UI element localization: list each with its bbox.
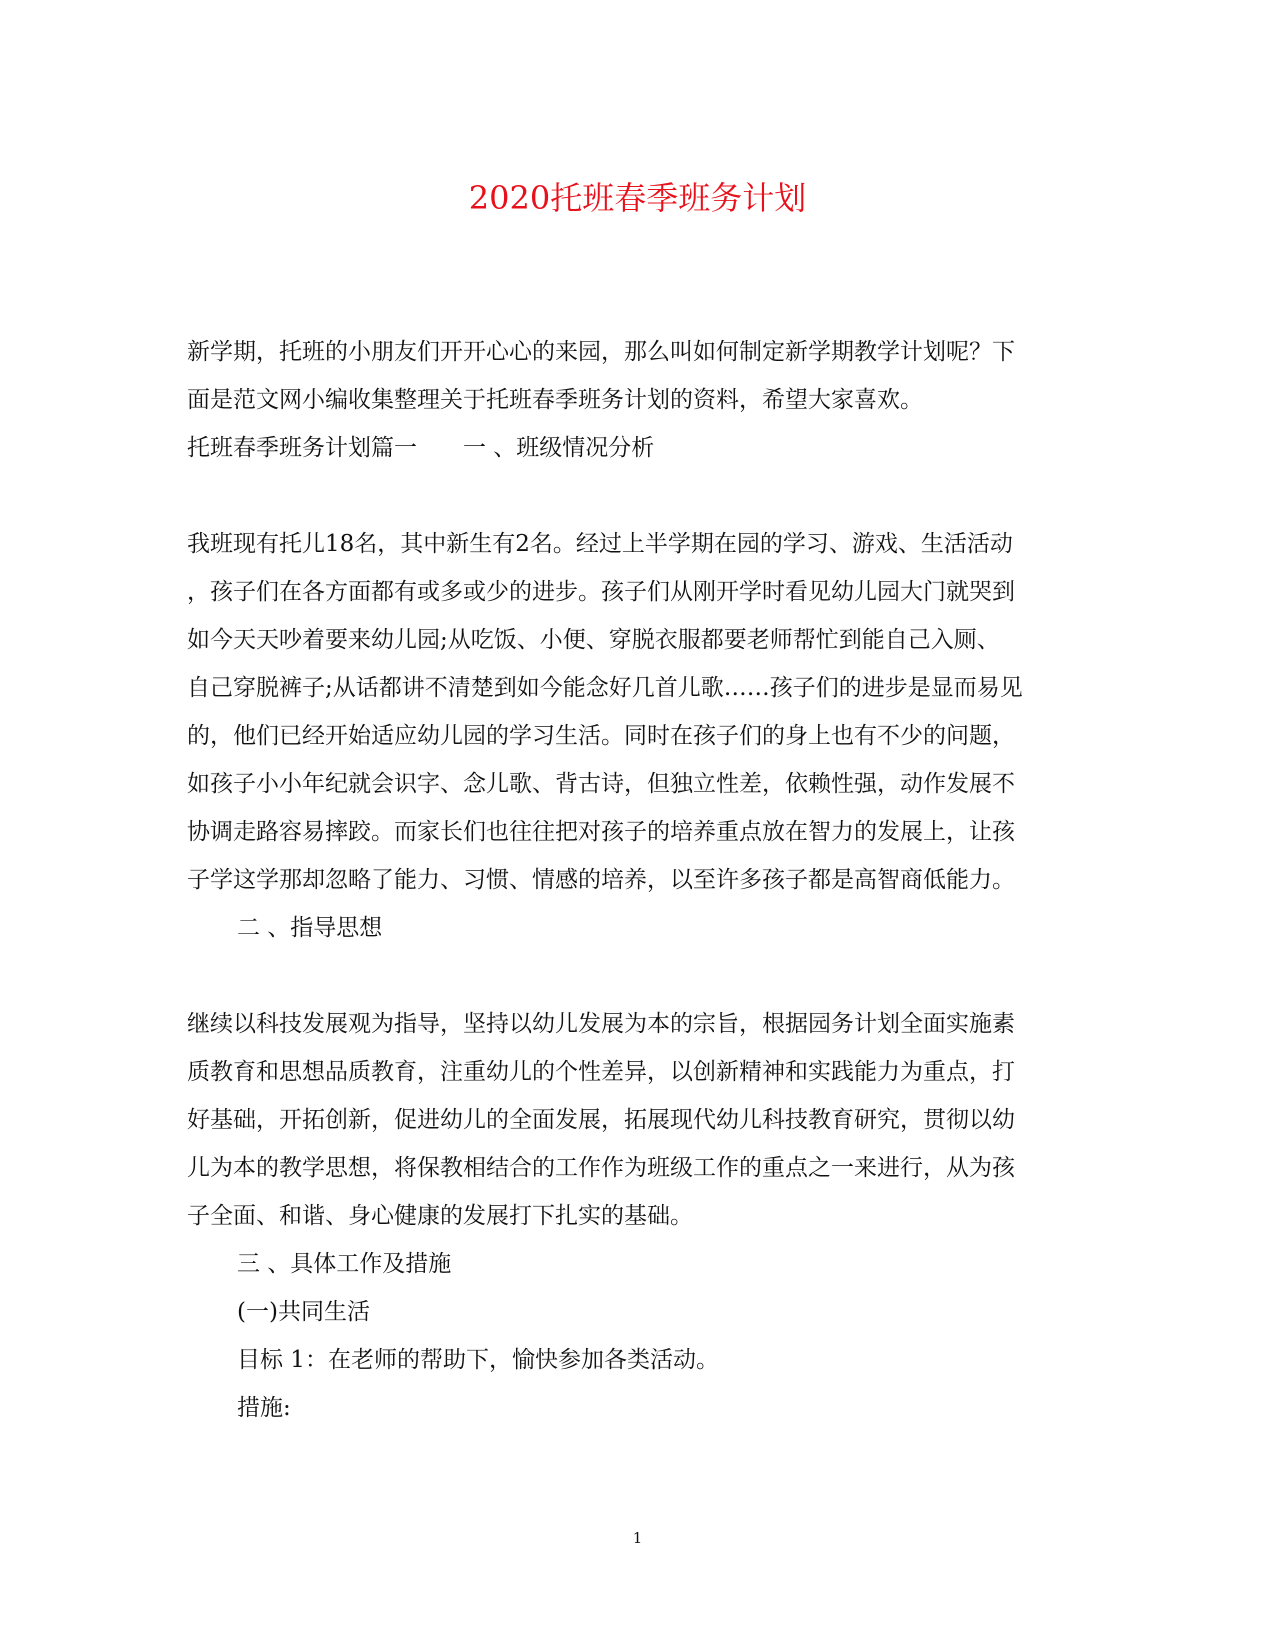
section1-paragraph-line: 协调走路容易摔跤。而家长们也往往把对孩子的培养重点放在智力的发展上，让孩 bbox=[187, 819, 1015, 845]
subsection1-heading: (一)共同生活 bbox=[237, 1299, 370, 1325]
goal-1: 目标 1：在老师的帮助下，愉快参加各类活动。 bbox=[237, 1347, 719, 1373]
section1-heading: 托班春季班务计划篇一 一 、班级情况分析 bbox=[187, 435, 655, 461]
document-title: 2020托班春季班务计划 bbox=[468, 179, 807, 217]
section2-paragraph-line: 子全面、和谐、身心健康的发展打下扎实的基础。 bbox=[187, 1203, 693, 1229]
section2-paragraph-line: 好基础，开拓创新，促进幼儿的全面发展，拓展现代幼儿科技教育研究，贯彻以幼 bbox=[187, 1107, 1015, 1133]
section2-paragraph-line: 继续以科技发展观为指导，坚持以幼儿发展为本的宗旨，根据园务计划全面实施素 bbox=[187, 1011, 1015, 1037]
document-body bbox=[187, 328, 1089, 1432]
section1-paragraph-line: 如孩子小小年纪就会识字、念儿歌、背古诗，但独立性差，依赖性强，动作发展不 bbox=[187, 771, 1015, 797]
section1-paragraph-line: 如今天天吵着要来幼儿园;从吃饭、小便、穿脱衣服都要老师帮忙到能自己入厕、 bbox=[187, 627, 1000, 653]
blank-line bbox=[187, 952, 1089, 1000]
section1-paragraph-line: ，孩子们在各方面都有或多或少的进步。孩子们从刚开学时看见幼儿园大门就哭到 bbox=[187, 579, 1015, 605]
section1-paragraph-line: 子学这学那却忽略了能力、习惯、情感的培养，以至许多孩子都是高智商低能力。 bbox=[187, 867, 1015, 893]
section3-heading: 三 、具体工作及措施 bbox=[237, 1251, 452, 1277]
page-number: 1 bbox=[632, 1529, 643, 1547]
section1-paragraph-line: 我班现有托儿18名，其中新生有2名。经过上半学期在园的学习、游戏、生活活动 bbox=[187, 531, 1013, 557]
intro-line: 新学期，托班的小朋友们开开心心的来园，那么叫如何制定新学期教学计划呢？下 bbox=[187, 339, 1015, 365]
section2-heading: 二 、指导思想 bbox=[237, 915, 383, 941]
section2-paragraph-line: 儿为本的教学思想，将保教相结合的工作作为班级工作的重点之一来进行，从为孩 bbox=[187, 1155, 1015, 1181]
section1-paragraph-line: 的，他们已经开始适应幼儿园的学习生活。同时在孩子们的身上也有不少的问题， bbox=[187, 723, 1015, 749]
section2-paragraph-line: 质教育和思想品质教育，注重幼儿的个性差异，以创新精神和实践能力为重点，打 bbox=[187, 1059, 1015, 1085]
measures-label: 措施: bbox=[237, 1395, 291, 1421]
blank-line bbox=[187, 472, 1089, 520]
section1-paragraph-line: 自己穿脱裤子;从话都讲不清楚到如今能念好几首儿歌……孩子们的进步是显而易见 bbox=[187, 675, 1023, 701]
intro-line: 面是范文网小编收集整理关于托班春季班务计划的资料，希望大家喜欢。 bbox=[187, 387, 923, 413]
